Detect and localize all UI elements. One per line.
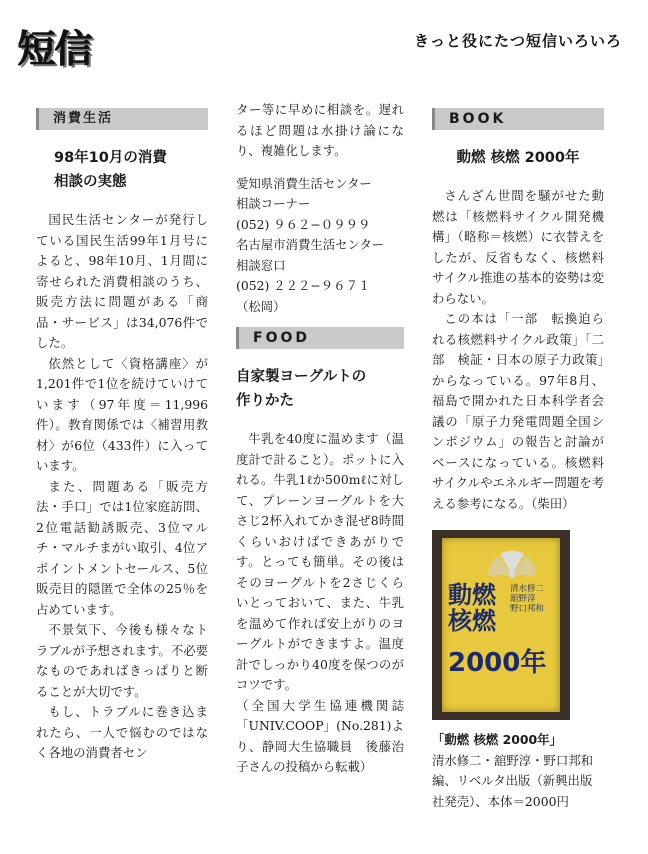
food-source: （全国大学生協連機関誌「UNIV.COOP」(No.281)より、静岡大生協職員 後藤治子さんの投稿から転載） bbox=[236, 697, 404, 774]
book-paragraph: さんざん世間を騒がせた動燃は「核燃料サイクル開発機構」（略称＝核燃）に衣替えをしたが、反省もなく、核燃料サイクル推進の基本的姿勢は変わらない。 bbox=[432, 188, 604, 306]
section-label-book: BOOK bbox=[432, 108, 604, 130]
book-paragraph: この本は「一部 転換迫られる核燃料サイクル政策」「二部 検証・日本の原子力政策」からなっている。97年8月、福島で開かれた日本科学者会議の「原子力発電問題全国シンポジウム」の報告と討論がベースになっている。核燃料サイクルやエネルギー問題を考える参考になる。（柴田） bbox=[432, 311, 604, 511]
radiation-icon bbox=[482, 544, 542, 584]
consumer-continuation: ター等に早めに相談を。遅れるほど問題は水掛け論になり、複雑化します。 bbox=[236, 102, 404, 158]
food-body: 牛乳を40度に温めます（温度計で計ること）。ポットに入れる。牛乳1ℓか500mℓに対して、プレーンヨーグルトを大さじ2杯入れてかき混ぜ8時間くらいおけばできあがりです。とっても簡単。その後はそのヨーグルトを2さじくらいとっておいて、また、牛乳を温めて作れば安上がりのヨーグルトができますよ。温度計でしっかり40度を保つのがコツです。 bbox=[236, 431, 404, 692]
consumer-paragraph: 不景気下、今後も様々なトラブルが予想されます。不必要なものであればきっぱりと断ることが大切です。 bbox=[36, 622, 208, 699]
consumer-title-line1: 98年10月の消費 bbox=[54, 150, 167, 166]
consumer-column bbox=[36, 108, 208, 764]
consumer-title-line2: 相談の実態 bbox=[54, 174, 127, 190]
consumer-title bbox=[36, 146, 208, 194]
contact-line: 相談コーナー bbox=[236, 196, 311, 211]
book-cover-face bbox=[442, 538, 560, 712]
book-title: 動燃 核燃 2000年 bbox=[456, 150, 580, 166]
book-cover-image bbox=[432, 530, 570, 720]
caption-body: 清水修二・舘野淳・野口邦和編、リベルタ出版（新興出版社発売）、本体＝2000円 bbox=[432, 752, 594, 809]
consumer-paragraph: 依然として〈資格講座〉が1,201件で1位を続けていけています（97年度＝11,996件）。教育関係では〈補習用教材〉が6位（433件）に入っています。 bbox=[36, 355, 208, 473]
cover-year: 2000年 bbox=[448, 648, 547, 678]
author-signature: （松岡） bbox=[236, 298, 286, 314]
consumer-paragraph: また、問題ある「販売方法・手口」では1位家庭訪問、2位電話勧誘販売、3位マルチ・マルチまがい取引、4位アポイントメントセールス、5位販売目的隠匿で全体の25％を占めています。 bbox=[36, 478, 208, 617]
section-label-consumer: 消費生活 bbox=[36, 108, 208, 130]
book-caption bbox=[432, 730, 604, 812]
cover-author: 野口邦和 bbox=[510, 604, 545, 614]
contact-line: 愛知県消費生活センター bbox=[236, 175, 372, 191]
cover-author: 清水修二 bbox=[510, 584, 545, 594]
book-column bbox=[432, 108, 604, 812]
cover-author: 舘野淳 bbox=[510, 594, 536, 604]
section-label-food: FOOD bbox=[236, 327, 404, 349]
food-title-line1: 自家製ヨーグルトの bbox=[236, 369, 367, 385]
food-title-line2: 作りかた bbox=[236, 393, 294, 409]
cover-authors bbox=[510, 584, 544, 614]
cover-title bbox=[448, 582, 496, 634]
food-title bbox=[236, 365, 404, 413]
cover-title-line1: 動燃 bbox=[448, 581, 496, 609]
middle-column bbox=[236, 100, 404, 778]
contact-line: 相談窓口 bbox=[236, 257, 286, 273]
caption-title: 「動燃 核燃 2000年」 bbox=[432, 732, 562, 747]
contact-line: 名古屋市消費生活センター bbox=[236, 237, 385, 252]
consumer-paragraph: 国民生活センターが発行している国民生活99年1月号によると、98年10月、1月間に寄せられた消費相談のうち、販売方法に問題がある「商品・サービス」は34,076件でした。 bbox=[36, 212, 208, 350]
masthead-tagline: きっと役にたつ短信いろいろ bbox=[413, 32, 622, 50]
contact-phone: (052) ９６２−０９９９ bbox=[236, 216, 371, 232]
masthead-title: 短信 bbox=[18, 27, 93, 71]
contact-phone: (052) ２２２−９６７１ bbox=[236, 278, 371, 293]
contact-block bbox=[236, 174, 404, 318]
cover-title-line2: 核燃 bbox=[448, 607, 496, 635]
consumer-paragraph: もし、トラブルに巻き込まれたら、一人で悩むのではなく各地の消費者セン bbox=[36, 704, 208, 760]
